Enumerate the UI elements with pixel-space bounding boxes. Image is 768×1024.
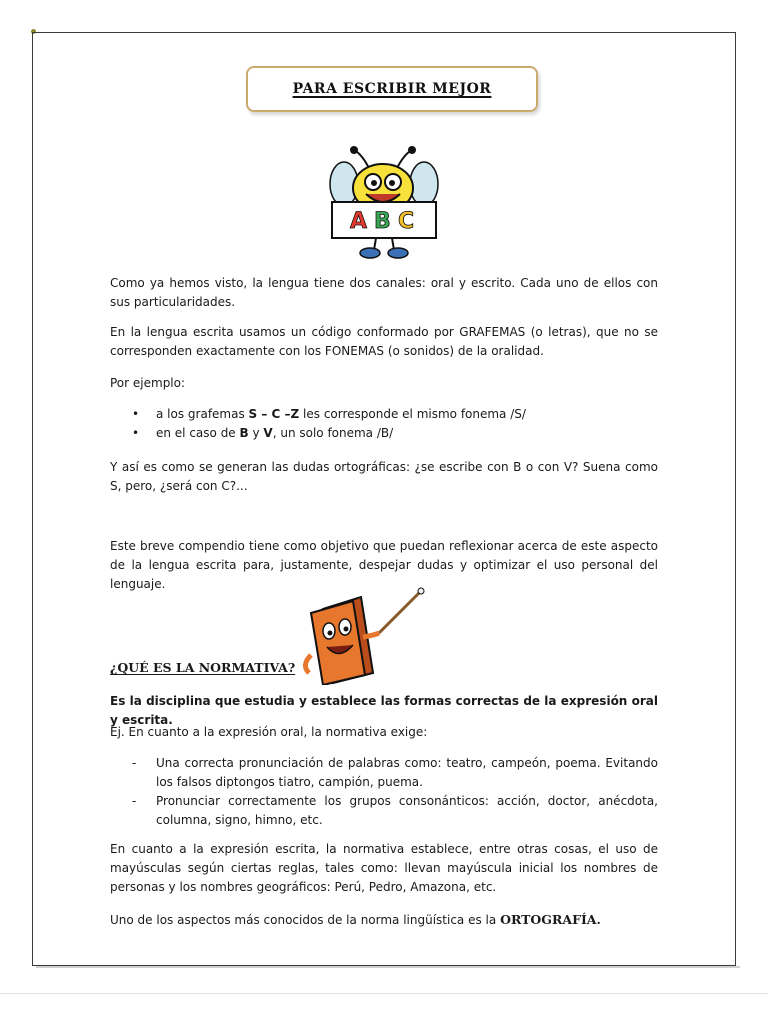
- bullet-icon: •: [132, 407, 140, 421]
- example-label: Por ejemplo:: [110, 376, 186, 390]
- intro-paragraph-5: Este breve compendio tiene como objetivo que puedan reflexionar acerca de este aspecto de la lengua escrita para, justamente, despejar dudas y optimizar el uso personal del lenguaje.: [110, 539, 658, 591]
- dash-bullet: -: [132, 794, 137, 808]
- title-box: [246, 66, 538, 112]
- intro-paragraph-4: Y así es como se generan las dudas ortográficas: ¿se escribe con B o con V? Suena como S, pero, ¿será con C?...: [110, 460, 658, 493]
- orthography-term: ORTOGRAFÍA.: [500, 912, 601, 927]
- normativa-definition: Es la disciplina que estudia y establece las formas correctas de la expresión oral y escrita.: [110, 694, 658, 727]
- list-item: • a los grafemas S – C –Z les corresponde el mismo fonema /S/: [110, 405, 658, 424]
- list-item: - Una correcta pronunciación de palabras como: teatro, campeón, poema. Evitando los falsos diptongos tiatro, campión, puema.: [132, 756, 658, 789]
- bee-abc-illustration: [326, 140, 442, 262]
- viewer-footer-divider: [0, 993, 768, 994]
- abc-letter-a: A: [350, 209, 368, 234]
- page-shadow: [36, 966, 740, 968]
- intro-paragraph-2: En la lengua escrita usamos un código conformado por GRAFEMAS (o letras), que no se corresponden exactamente con los FONEMAS (o sonidos) de la oralidad.: [110, 325, 658, 358]
- book-character-illustration: [303, 585, 433, 685]
- dash-bullet: -: [132, 756, 137, 770]
- pointer-stick: [379, 591, 421, 633]
- bullet-icon: •: [132, 426, 140, 440]
- normativa-heading: ¿QUÉ ES LA NORMATIVA?: [110, 660, 296, 675]
- intro-paragraph-1: Como ya hemos visto, la lengua tiene dos canales: oral y escrito. Cada uno de ellos con sus particularidades.: [110, 276, 658, 309]
- oral-requirements-list: [110, 754, 658, 830]
- written-expression-paragraph: En cuanto a la expresión escrita, la normativa establece, entre otras cosas, el uso de mayúsculas según ciertas reglas, tales como: llevan mayúscula inicial los nombres de personas y los nombres geográficos: Perú, Pedro, Amazona, etc.: [110, 842, 658, 894]
- abc-letter-c: C: [398, 209, 415, 234]
- list-item: • en el caso de B y V, un solo fonema /B/: [110, 424, 658, 443]
- page-title: PARA ESCRIBIR MEJOR: [292, 81, 492, 97]
- list-item: - Pronunciar correctamente los grupos consonánticos: acción, doctor, anécdota, columna, signo, himno, etc.: [132, 794, 658, 827]
- oral-expression-intro: Ej. En cuanto a la expresión oral, la normativa exige:: [110, 725, 428, 739]
- bee-wing-right: [410, 162, 438, 206]
- grapheme-bullet-list: [110, 405, 658, 443]
- orthography-paragraph: Uno de los aspectos más conocidos de la norma lingüística es la ORTOGRAFÍA.: [110, 912, 601, 927]
- bee-legs: [374, 238, 394, 250]
- abc-letter-b: B: [374, 209, 391, 234]
